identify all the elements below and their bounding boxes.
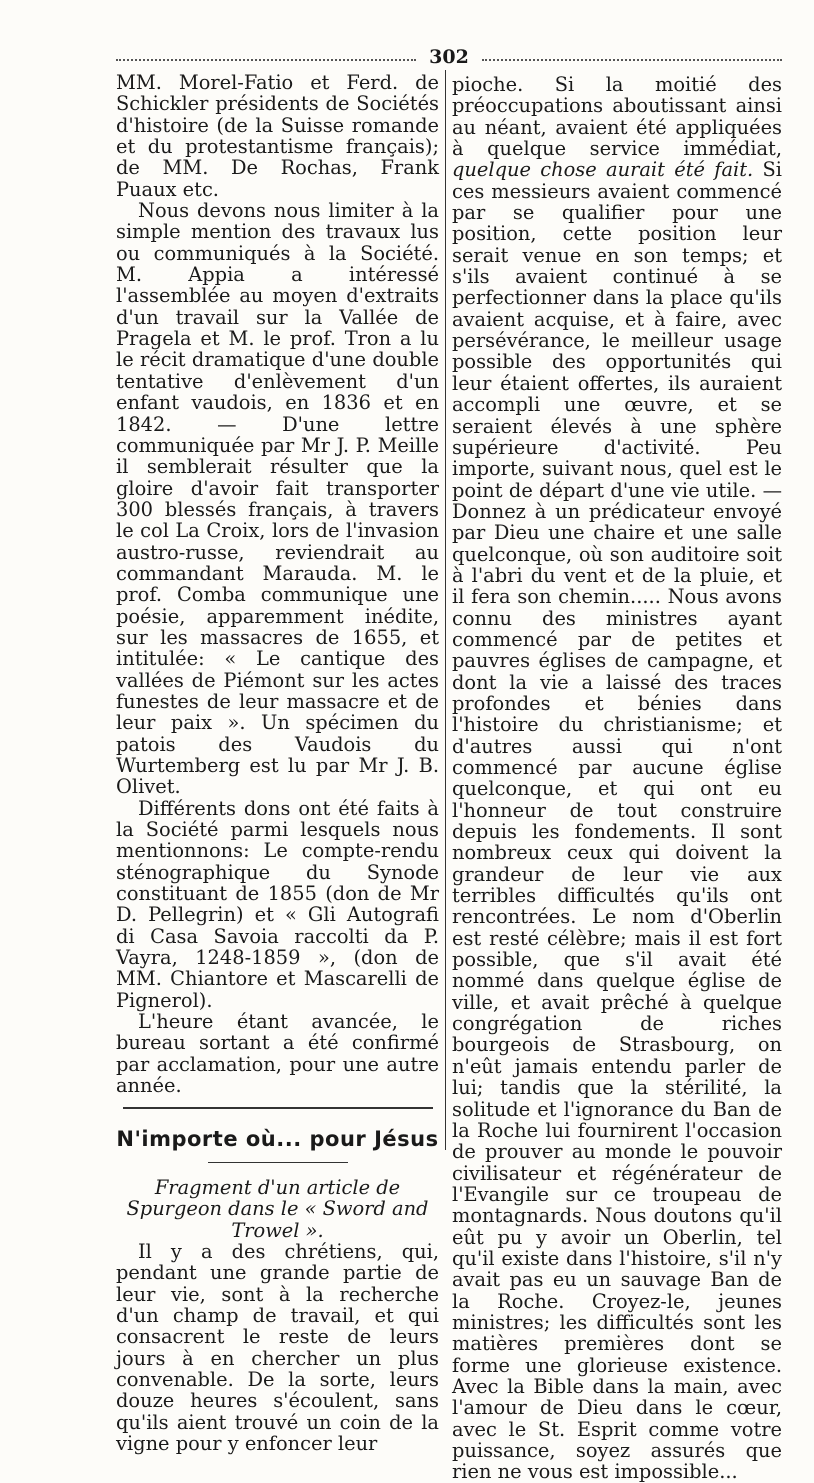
italic-phrase: quelque chose aurait été fait. [452,158,754,182]
page-number: 302 [429,46,469,68]
section-title: N'importe où... pour Jésus [116,1126,439,1151]
text-run: Si ces messieurs avaient commencé par se qualifier pour une position, cette position leur serait venue en son temps; et s'ils avaient continué à se perfectionner dans la place qu'ils avaient acquise, et à faire, avec persévérance, le meilleur usage possible des opportunités qui leur étaient offertes, ils auraient accompli une œuvre, et se seraient élevés à une sphère supérieure d'activité. Peu importe, suivant nous, quel est le point de départ d'une vie utile. — Donnez à un prédicateur envoyé par Dieu une chaire et une salle quelconque, où son auditoire soit à l'abri du vent et de la pluie, et il fera son chemin..... Nous avons connu des ministres ayant commencé par de petites et pauvres églises de campagne, et dont la vie a laissé des traces profondes et bénies dans l'histoire du christianisme; et d'autres aussi qui n'ont commencé par aucune église quelconque, et qui ont eu l'honneur de tout construire depuis les fondements. Il sont nombreux ceux qui doivent la grandeur de leur vie aux terribles difficultés qu'ils ont rencontrées. Le nom d'Oberlin est resté célèbre; mais il est fort possible, que s'il avait été nommé dans quelque église de ville, et avait prêché à quelque congrégation de riches bourgeois de Strasbourg, on n'eût jamais entendu parler de lui; tandis que la stérilité, la solitude et l'ignorance du Ban de la Roche lui fournirent l'occasion de prouver au monde le pouvoir civilisateur et régénérateur de l'Evangile sur ce troupeau de montagnards. Nous doutons qu'il eût pu y avoir un Oberlin, tel qu'il existe dans l'histoire, s'il n'y avait pas eu un sauvage Ban de la Roche. Croyez-le, jeunes ministres; les difficultés sont les matières premières dont se forme une glorieuse existence. Avec la Bible dans la main, avec l'amour de Dieu dans le cœur, avec le St. Esprit comme votre puissance, soyez assurés que rien ne vous est impossible... [452,158,782,1483]
title-underline [208,1162,348,1163]
paragraph: Il y a des chrétiens, qui, pendant une grande partie de leur vie, sont à la recherche d'un champ de travail, et qui consacrent le reste de leurs jours à en chercher un plus convenable. De la sorte, leurs douze heures s'écoulent, sans qu'ils aient trouvé un coin de la vigne pour y enfoncer leur [116,1239,439,1455]
article-subtitle: Fragment d'un article de Spurgeon dans le « Sword and Trowel ». [126,1175,429,1242]
right-column [452,74,782,1483]
left-column [116,72,439,1454]
paragraph [452,74,782,1483]
page-header [116,44,782,70]
column-divider [445,70,446,1150]
text-run: pioche. Si la moitié des préoccupations aboutissant ainsi au néant, avaient été appliquées à quelque service immédiat, [452,73,782,161]
header-rule-left [116,59,416,61]
paragraph: Nous devons nous limiter à la simple mention des travaux lus ou communiqués à la Société. M. Appia a intéressé l'assemblée au moyen d'extraits d'un travail sur la Vallée de Pragela et M. le prof. Tron a lu le récit dramatique d'une double tentative d'enlèvement d'un enfant vaudois, en 1836 et en 1842. — D'une lettre communiquée par Mr J. P. Meille il semblerait résulter que la gloire d'avoir fait transporter 300 blessés français, à travers le col La Croix, lors de l'invasion austro-russe, reviendrait au commandant Marauda. M. le prof. Comba communique une poésie, apparemment inédite, sur les massacres de 1655, et intitulée: « Le cantique des vallées de Piémont sur les actes funestes de leur massacre et de leur paix ». Un spécimen du patois des Vaudois du Wurtemberg est lu par Mr J. B. Olivet. [116,199,439,799]
paragraph: MM. Morel-Fatio et Ferd. de Schickler présidents de Sociétés d'histoire (de la Suisse romande et du protestantisme français); de MM. De Rochas, Frank Puaux etc. [116,71,439,201]
paragraph: Différents dons ont été faits à la Société parmi lesquels nous mentionnons: Le compte-rendu sténographique du Synode constituant de 1855 (don de Mr D. Pellegrin) et « Gli Autografi di Casa Savoia raccolti da P. Vayra, 1248-1859 », (don de MM. Chiantore et Mascarelli de Pignerol). [116,796,439,1012]
paragraph: L'heure étant avancée, le bureau sortant a été confirmé par acclamation, pour une autre année. [116,1010,439,1098]
header-rule-right [482,59,782,61]
section-rule [123,1107,433,1109]
